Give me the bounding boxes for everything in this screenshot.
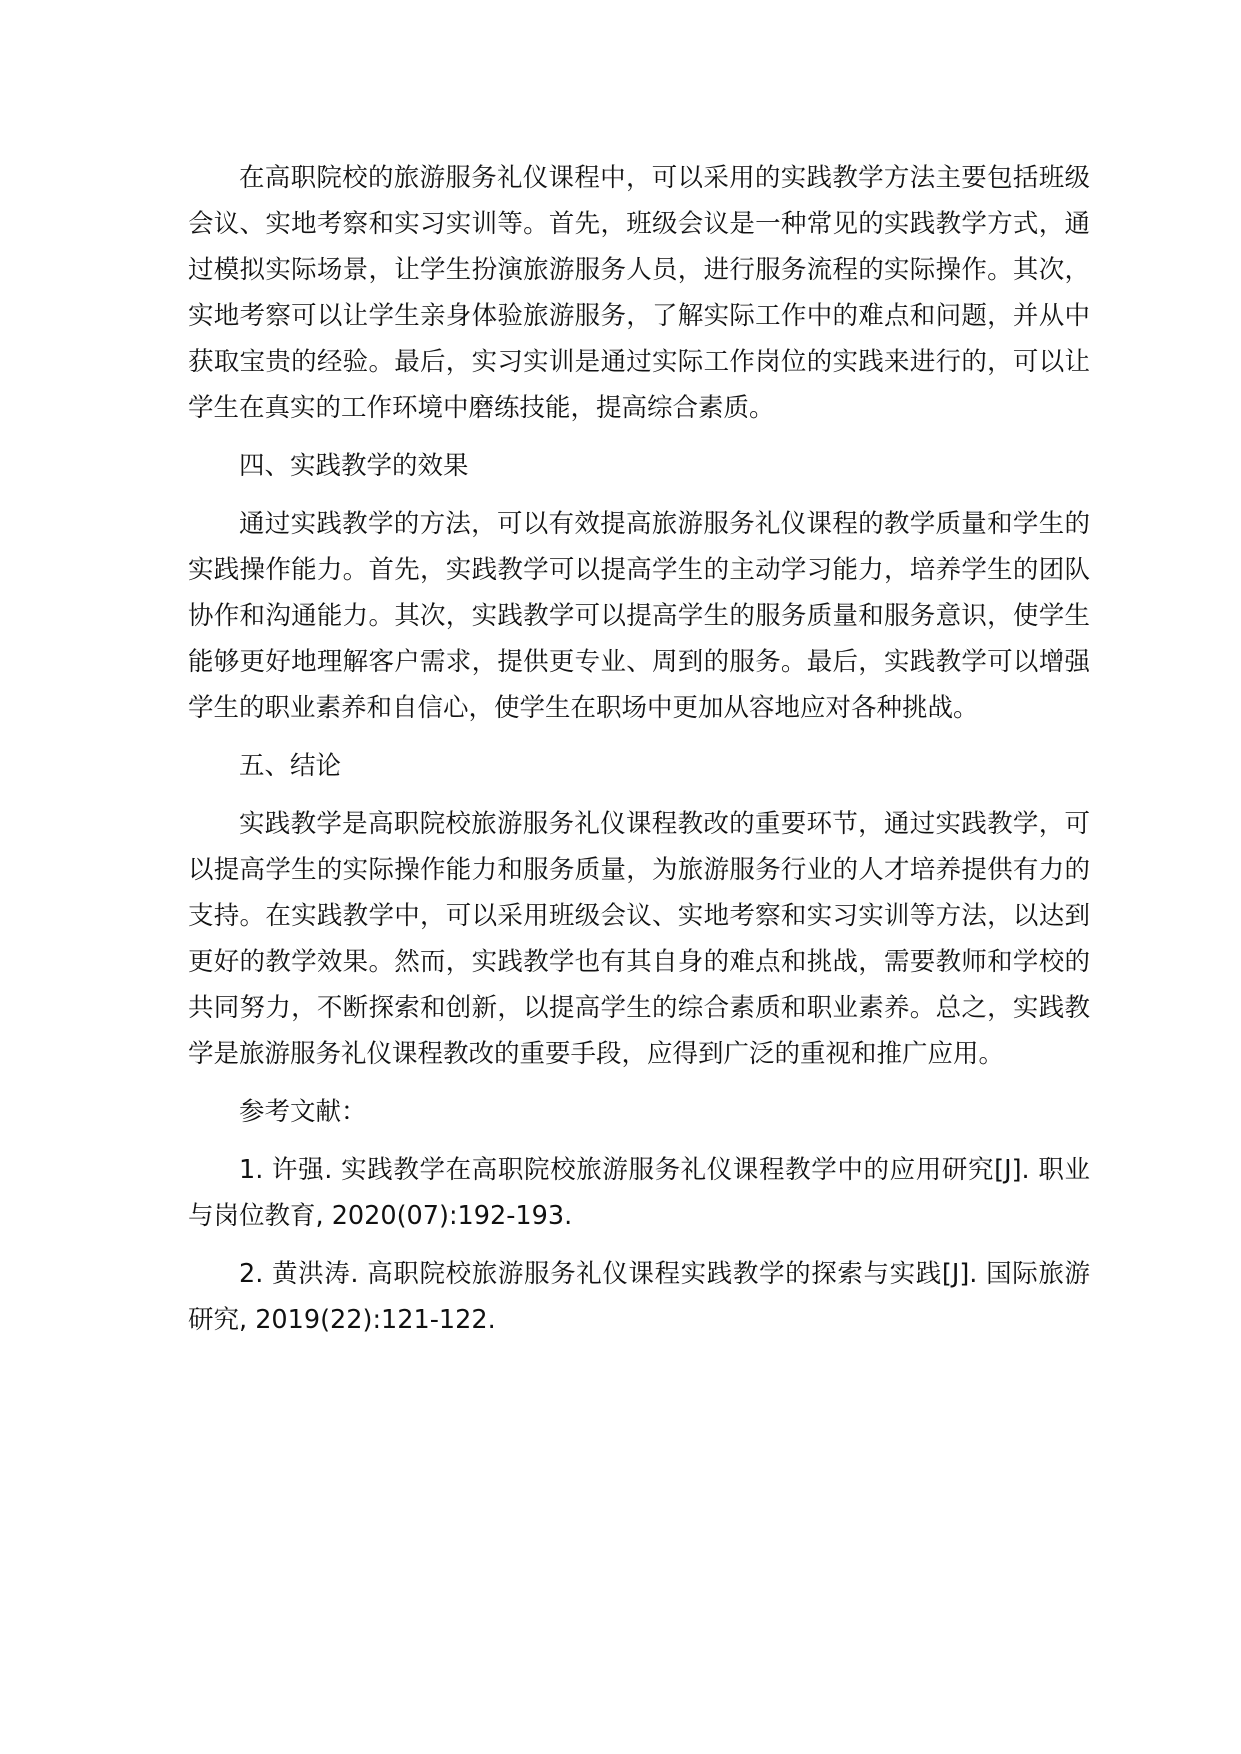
references-heading: 参考文献： bbox=[239, 1097, 367, 1127]
section-heading-effects: 四、实践教学的效果 bbox=[239, 451, 469, 481]
reference-item: 2. 黄洪涛. 高职院校旅游服务礼仪课程实践教学的探索与实践[J]. 国际旅游研究, 2019(22):121-122. bbox=[188, 1259, 1090, 1335]
document-body bbox=[188, 155, 1090, 1355]
section-heading-conclusion: 五、结论 bbox=[239, 751, 342, 781]
paragraph-conclusion: 实践教学是高职院校旅游服务礼仪课程教改的重要环节，通过实践教学，可以提高学生的实际操作能力和服务质量，为旅游服务行业的人才培养提供有力的支持。在实践教学中，可以采用班级会议、实地考察和实习实训等方法，以达到更好的教学效果。然而，实践教学也有其自身的难点和挑战，需要教师和学校的共同努力，不断探索和创新，以提高学生的综合素质和职业素养。总之，实践教学是旅游服务礼仪课程教改的重要手段，应得到广泛的重视和推广应用。 bbox=[188, 809, 1090, 1069]
paragraph-practice-effects: 通过实践教学的方法，可以有效提高旅游服务礼仪课程的教学质量和学生的实践操作能力。首先，实践教学可以提高学生的主动学习能力，培养学生的团队协作和沟通能力。其次，实践教学可以提高学生的服务质量和服务意识，使学生能够更好地理解客户需求，提供更专业、周到的服务。最后，实践教学可以增强学生的职业素养和自信心，使学生在职场中更加从容地应对各种挑战。 bbox=[188, 509, 1090, 723]
reference-item: 1. 许强. 实践教学在高职院校旅游服务礼仪课程教学中的应用研究[J]. 职业与岗位教育, 2020(07):192-193. bbox=[188, 1155, 1090, 1231]
paragraph-practice-methods: 在高职院校的旅游服务礼仪课程中，可以采用的实践教学方法主要包括班级会议、实地考察和实习实训等。首先，班级会议是一种常见的实践教学方式，通过模拟实际场景，让学生扮演旅游服务人员，进行服务流程的实际操作。其次，实地考察可以让学生亲身体验旅游服务，了解实际工作中的难点和问题，并从中获取宝贵的经验。最后，实习实训是通过实际工作岗位的实践来进行的，可以让学生在真实的工作环境中磨练技能，提高综合素质。 bbox=[188, 163, 1090, 423]
